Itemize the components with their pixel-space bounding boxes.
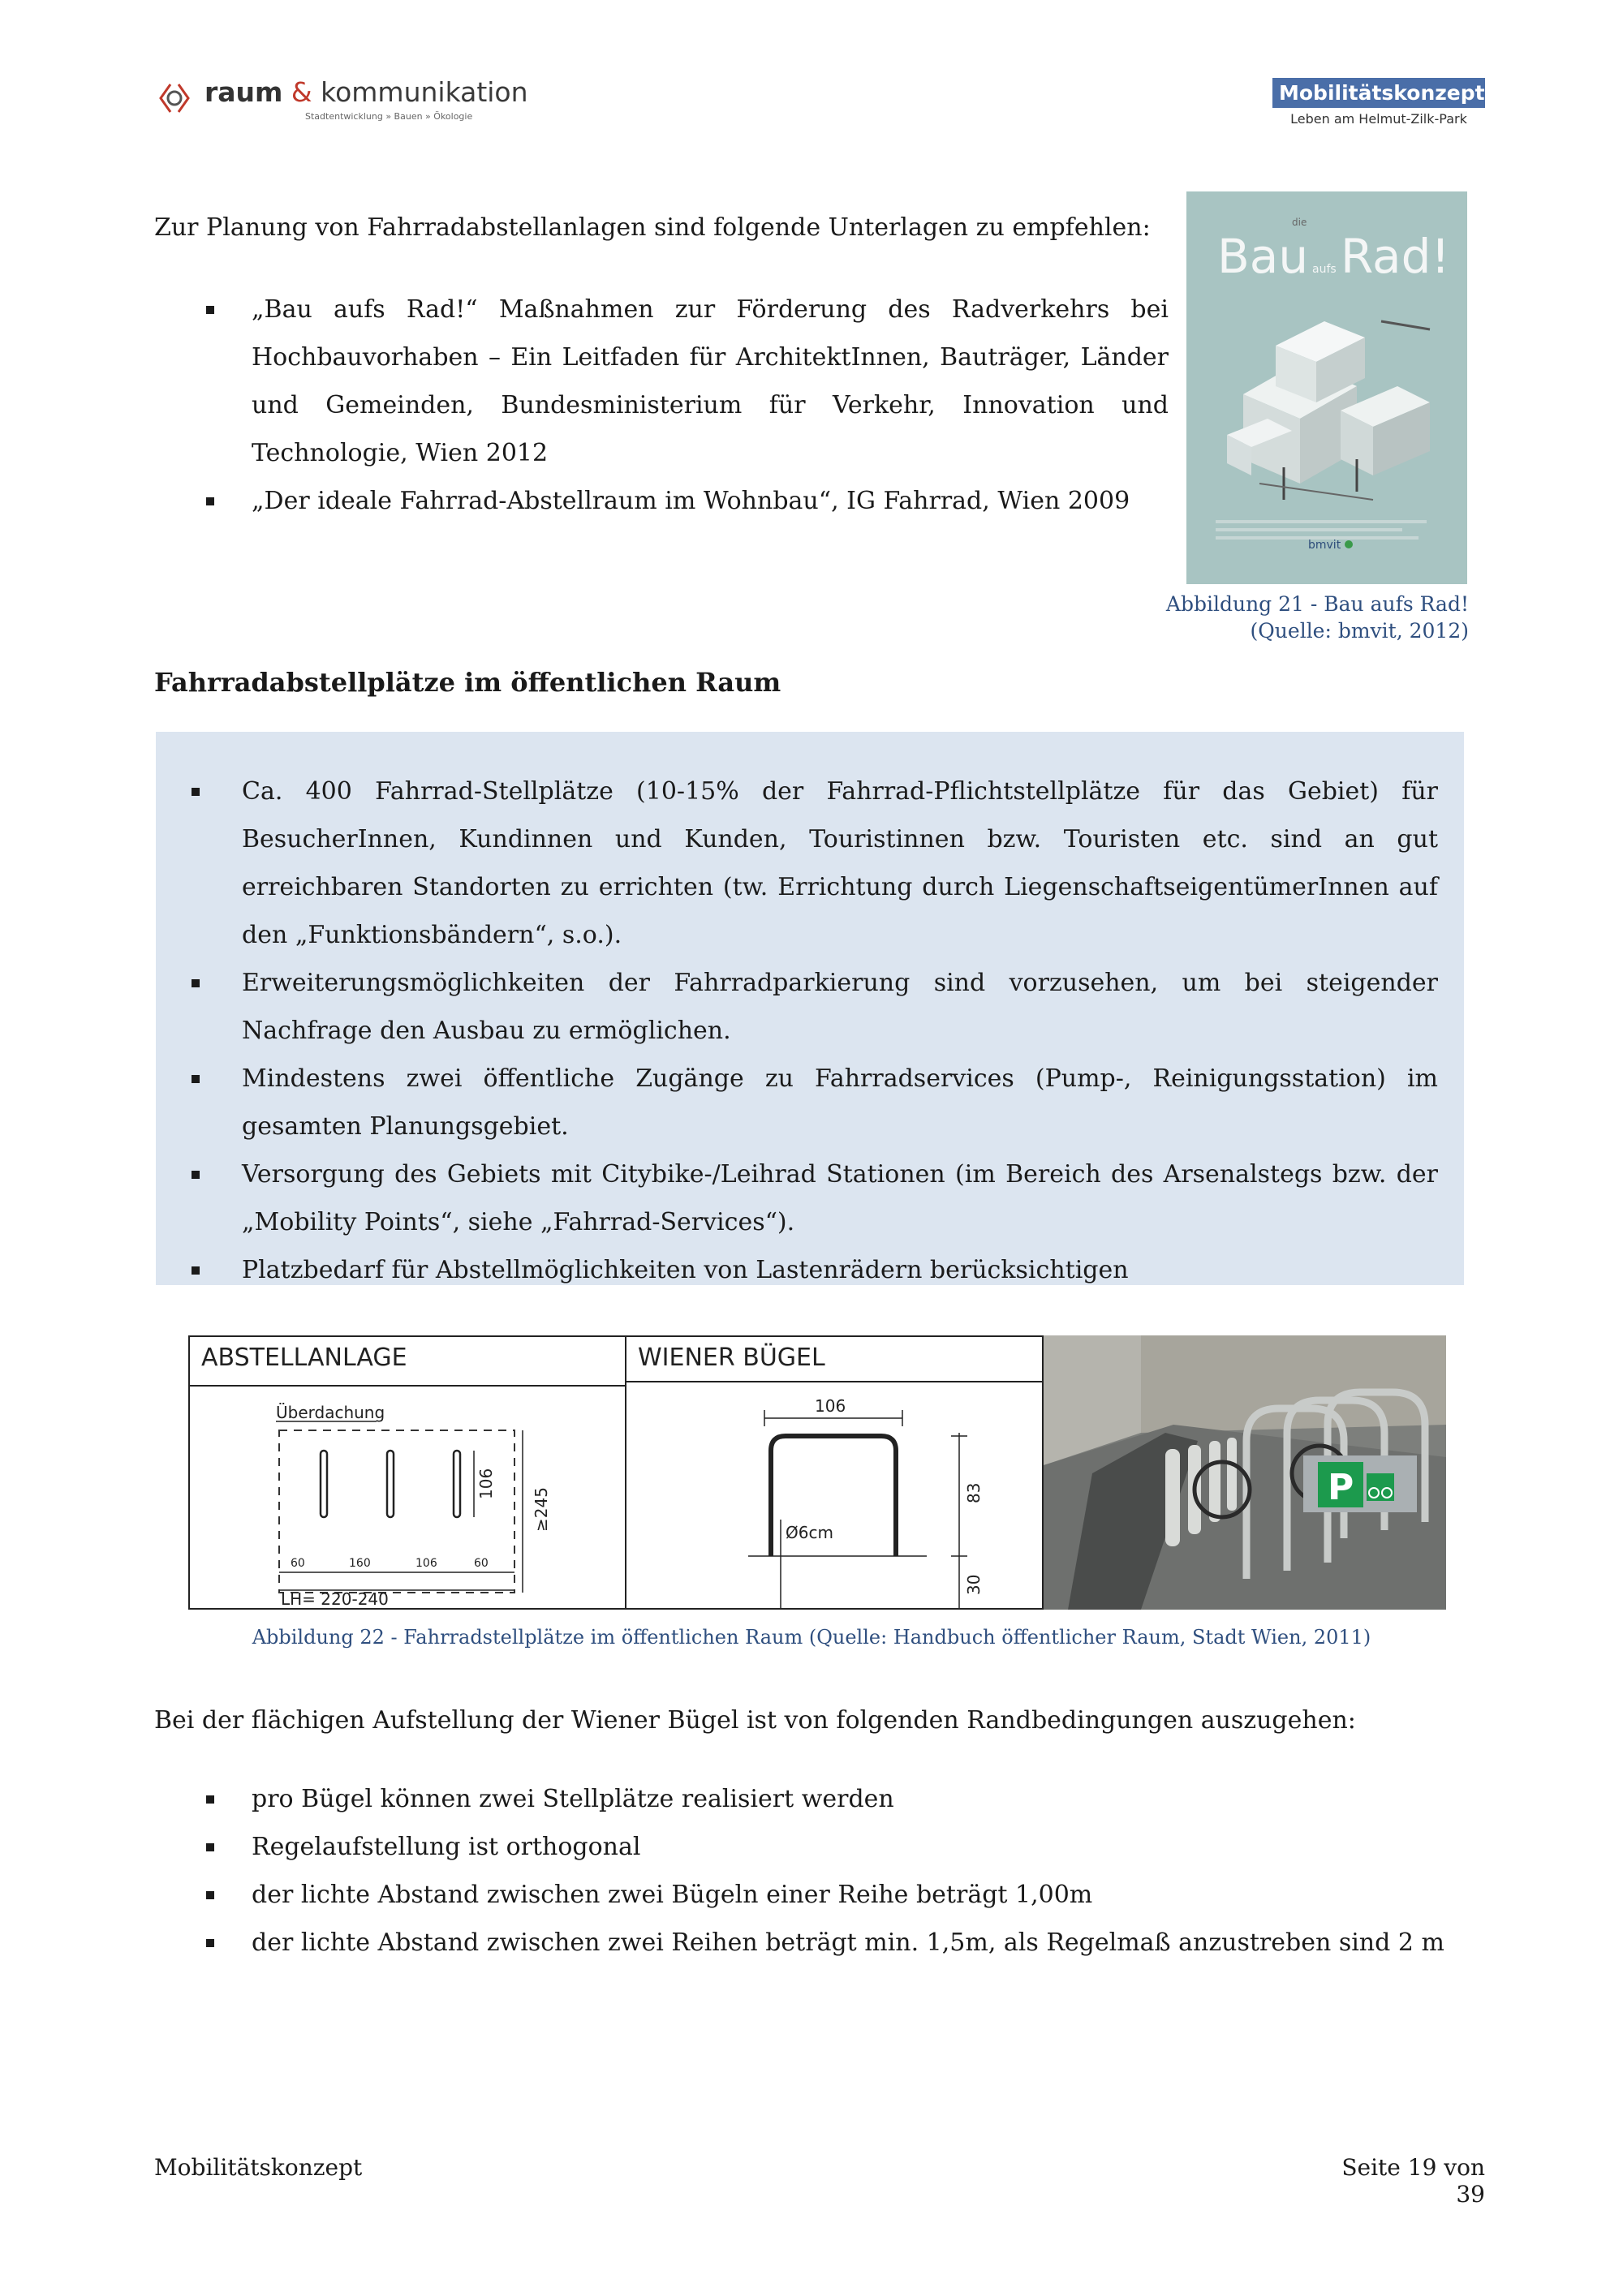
list-item: Regelaufstellung ist orthogonal <box>154 1823 1469 1871</box>
company-logo <box>154 75 528 131</box>
roof-label: Überdachung <box>276 1403 385 1422</box>
book-cover-image <box>1186 191 1467 584</box>
caption-line: (Quelle: bmvit, 2012) <box>1250 619 1469 643</box>
figure-22 <box>188 1335 1446 1610</box>
list-item: der lichte Abstand zwischen zwei Bügeln einer Reihe beträgt 1,00m <box>154 1871 1469 1919</box>
cover-brand: bmvit <box>1308 539 1341 552</box>
requirements-box <box>156 732 1464 1285</box>
base-depth-label: 30 <box>964 1574 984 1595</box>
cover-building-graphic <box>1227 321 1430 500</box>
footer-title: Mobilitätskonzept <box>154 2154 363 2181</box>
wiener-buegel-drawing <box>626 1335 1044 1610</box>
dim-label: 106 <box>415 1557 437 1570</box>
rack-height-label: 106 <box>476 1468 496 1499</box>
list-item: Versorgung des Gebiets mit Citybike-/Leihrad Stationen (im Bereich des Arsenalstegs bzw. der „Mobility Points“, siehe „Fahrrad-Services“). <box>172 1150 1438 1246</box>
logo-name: raum <box>204 76 283 108</box>
logo-tagline: Stadtentwicklung » Bauen » Ökologie <box>305 111 473 122</box>
dim-label: 60 <box>474 1557 489 1570</box>
list-item: Erweiterungsmöglichkeiten der Fahrradparkierung sind vorzusehen, um bei steigender Nachfrage den Ausbau zu ermöglichen. <box>172 959 1438 1055</box>
logo-amp: & <box>291 76 312 108</box>
panel-title: ABSTELLANLAGE <box>201 1344 407 1372</box>
list-item: Ca. 400 Fahrrad-Stellplätze (10-15% der Fahrrad-Pflichtstellplätze für das Gebiet) für BesucherInnen, Kundinnen und Kunden, Touristinnen bzw. Touristen etc. sind an gut erreichbaren Standorten zu errichten (tw. Errichtung durch LiegenschaftseigentümerInnen auf den „Funktionsbändern“, s.o.). <box>172 767 1438 959</box>
panel-title: WIENER BÜGEL <box>638 1344 825 1372</box>
conditions-list <box>154 1775 1469 1967</box>
cover-title-main: Bau <box>1217 229 1309 284</box>
list-item: der lichte Abstand zwischen zwei Reihen beträgt min. 1,5m, als Regelmaß anzustreben sind 2 m <box>154 1919 1469 1967</box>
requirements-list <box>172 767 1438 1294</box>
section-heading: Fahrradabstellplätze im öffentlichen Raum <box>154 667 781 698</box>
figure-22-caption: Abbildung 22 - Fahrradstellplätze im öffentlichen Raum (Quelle: Handbuch öffentlicher Raum, Stadt Wien, 2011) <box>252 1626 1371 1649</box>
project-badge <box>1272 78 1485 127</box>
diameter-label: Ø6cm <box>786 1523 833 1542</box>
reference-list <box>154 286 1169 525</box>
width-label: 106 <box>815 1396 846 1416</box>
parking-layout-drawing <box>188 1335 626 1610</box>
caption-line: Abbildung 21 - Bau aufs Rad! <box>1165 592 1469 616</box>
depth-label: ≥245 <box>532 1487 551 1532</box>
bow-height-label: 83 <box>964 1482 984 1503</box>
outro-paragraph: Bei der flächigen Aufstellung der Wiener Bügel ist von folgenden Randbedingungen auszugehen: <box>154 1706 1356 1735</box>
cover-title-small: aufs <box>1312 263 1337 276</box>
badge-title: Mobilitätskonzept <box>1272 78 1485 108</box>
intro-paragraph: Zur Planung von Fahrradabstellanlagen sind folgende Unterlagen zu empfehlen: <box>154 213 1151 242</box>
dim-label: 60 <box>291 1557 305 1570</box>
logo-mark-icon <box>154 78 195 118</box>
dim-label: 160 <box>349 1557 371 1570</box>
list-item: „Bau aufs Rad!“ Maßnahmen zur Förderung des Radverkehrs bei Hochbauvorhaben – Ein Leitfaden für ArchitektInnen, Bauträger, Länder und Gemeinden, Bundesministerium für Verkehr, Innovation und Technologie, Wien 2012 <box>154 286 1169 477</box>
figure-21-caption <box>1120 591 1469 644</box>
bike-rack-photo <box>1044 1335 1446 1610</box>
clearance-label: LH= 220-240 <box>281 1589 389 1608</box>
list-item: Mindestens zwei öffentliche Zugänge zu Fahrradservices (Pump-, Reinigungsstation) im gesamten Planungsgebiet. <box>172 1055 1438 1150</box>
list-item: „Der ideale Fahrrad-Abstellraum im Wohnbau“, IG Fahrrad, Wien 2009 <box>154 477 1169 525</box>
badge-subtitle: Leben am Helmut-Zilk-Park <box>1290 111 1467 127</box>
svg-text:die: die <box>1292 217 1307 228</box>
logo-rest: kommunikation <box>321 76 528 108</box>
list-item: Platzbedarf für Abstellmöglichkeiten von Lastenrädern berücksichtigen <box>172 1246 1438 1294</box>
parking-sign-letter: P <box>1328 1467 1354 1508</box>
cover-title-end: Rad! <box>1341 229 1450 284</box>
page-number: Seite 19 von 39 <box>1341 2154 1485 2208</box>
list-item: pro Bügel können zwei Stellplätze realisiert werden <box>154 1775 1469 1823</box>
